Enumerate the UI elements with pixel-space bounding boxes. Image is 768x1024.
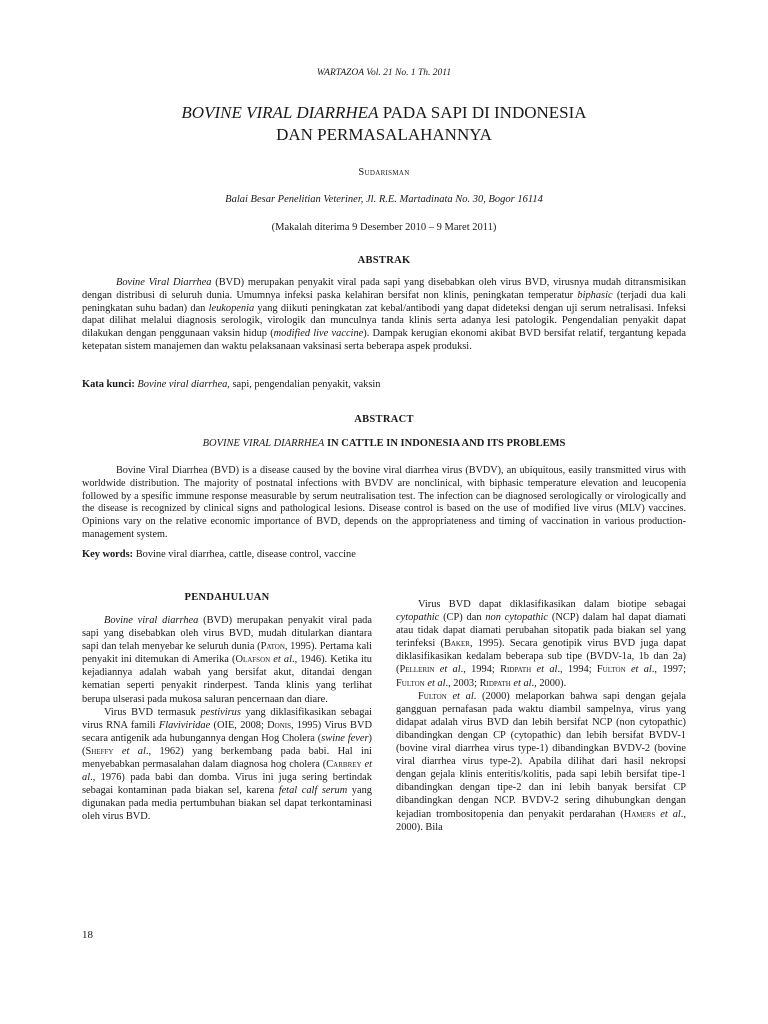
text-run: yang digunakan pada media pertumbuhan biakan sel dapat terkontaminasi oleh virus BVD. — [82, 785, 373, 823]
text-run: ., 1962) yang berkembang pada babi. Hal ini menyebabkan permasalahan dalam diagnosa hog cholera ( — [82, 745, 373, 771]
text-run: et al — [82, 759, 372, 784]
paper-title — [60, 102, 708, 146]
abstract-subtitle-rest: IN CATTLE IN INDONESIA AND ITS PROBLEMS — [324, 438, 566, 449]
received-date: (Makalah diterima 9 Desember 2010 – 9 Maret 2011) — [271, 222, 497, 233]
text-run: Ridpath — [479, 677, 511, 689]
text-run: Olafson — [235, 654, 271, 666]
text-run: non cytopathic — [485, 612, 549, 624]
text-run: Virus BVD termasuk — [104, 706, 201, 718]
text-run: , 1995). Pertama kali penyakit ini ditemukan di Amerika ( — [82, 641, 372, 666]
abstract-subtitle-italic: BOVINE VIRAL DIARRHEA — [202, 438, 325, 449]
text-run: fetal calf serum — [278, 785, 348, 797]
kata-kunci-label: Kata kunci: — [82, 379, 135, 390]
pendahuluan-heading: PENDAHULUAN — [184, 592, 270, 603]
key-words-rest: Bovine viral diarrhea, cattle, disease control, vaccine — [133, 549, 356, 560]
journal-header: WARTAZOA Vol. 21 No. 1 Th. 2011 — [316, 68, 452, 78]
abstrak-seg-4: ). Dampak kerugian ekonomi akibat BVD bersifat relatif, tergantung kepada ketepatan sistem manajemen dan waktu pelaksanaan vaksinasi serta beberapa aspek produksi. — [82, 328, 686, 352]
page-number: 18 — [82, 929, 93, 941]
text-run: et al — [446, 690, 474, 702]
text-run: Fulton — [418, 690, 447, 702]
abstrak-seg-1: (BVD) merupakan penyakit viral pada sapi yang disebabkan oleh virus BVD, virusnya mudah ditransmisikan dengan distribusi di seluruh dunia. Umumnya infeksi paska kelahiran bersifat non klinis, peningkatan temperatur — [82, 277, 686, 301]
text-run: . (2000) melaporkan bahwa sapi dengan gejala gangguan pernafasan pada waktu diambil sampelnya, virus yang didapat adalah virus BVD dan lebih bersifat NCP (non cytopathic) dibandingkan dengan CP (cytopathic) dan lebih bersifat BVDV-1 (bovine viral diarrhea virus type-1) dibandingkan BVDV-2 (bovine viral diarrhea virus type-2). Apabila dilihat dari hasil nekropsi dengan gejala klinis enteritis/kolitis, pada sapi lebih bersifat tipe-1 dibandingkan dengan tipe-2 dan ini lebih banyak bersifat CP dibandingkan dengan NCP. BVDV-2 sering dihubungkan dengan kejadian trombositopenia dan penyakit perdarahan ( — [396, 690, 686, 820]
left-paragraph-2 — [82, 706, 372, 824]
right-column — [396, 598, 686, 834]
title-rest: PADA SAPI DI INDONESIA — [378, 103, 587, 122]
affiliation: Balai Besar Penelitian Veteriner, Jl. R.E. Martadinata No. 30, Bogor 16114 — [225, 194, 543, 205]
text-run: Baker — [443, 638, 470, 650]
text-run: Paton — [260, 641, 285, 653]
kata-kunci-rest: , sapi, pengendalian penyakit, vaksin — [227, 379, 381, 390]
text-run: Flaviviridae — [158, 719, 211, 731]
text-run: et al — [424, 677, 446, 689]
text-run: et al — [510, 677, 532, 689]
text-run: ., 2000). Bila — [396, 808, 686, 833]
abstract-heading: ABSTRACT — [354, 414, 414, 425]
text-run: ., 1997; — [651, 664, 686, 676]
text-run: et al — [625, 664, 652, 676]
abstrak-it-3: leukopenia — [208, 302, 255, 314]
text-run: et al — [531, 664, 558, 676]
text-run: ., 2000). — [531, 677, 567, 689]
key-words-label: Key words: — [82, 549, 134, 560]
text-run: et al — [434, 664, 461, 676]
text-run: et al — [655, 808, 681, 820]
text-run: et al — [270, 654, 292, 666]
abstrak-it-4: modified live vaccine — [273, 328, 364, 340]
text-run: ., 1994; — [557, 664, 597, 676]
abstrak-it-2: biphasic — [577, 289, 613, 301]
abstrak-seg-3: yang diikuti peningkatan zat kebal/antibodi yang dapat dideteksi dengan uji serum netralisasi. Infeksi dapat dilihat melalui diagnosis serologik, virologik dan munculnya tanda klinis serta adanya lesi patologik. Pengendalian penyakit dapat dilakukan dengan penggunaan vaksin hidup ( — [82, 302, 687, 340]
kata-kunci — [82, 378, 686, 391]
left-paragraph-1 — [82, 614, 372, 706]
abstrak-text — [82, 277, 686, 354]
title-italic: BOVINE VIRAL DIARRHEA — [181, 103, 379, 122]
text-run: pestivirus — [200, 706, 241, 718]
abstract-subtitle — [0, 438, 768, 449]
text-run: (CP) dan — [439, 612, 486, 624]
key-words — [82, 548, 686, 561]
text-run: Carbrey — [326, 759, 362, 771]
text-run: , 1995). Secara genotipik virus BVD juga dapat diklasifikasikan kedalam beberapa sub tipe (BVDV-1a, 1b dan 2a) ( — [396, 638, 687, 676]
right-paragraph-2 — [396, 690, 686, 834]
text-run: cytopathic — [396, 612, 440, 624]
text-run: (NCP) dalam hal dapat diamati atau tidak dapat diamati perubahan sitopatik pada biakan sel yang terinfeksi ( — [396, 612, 686, 650]
text-run: et al — [113, 745, 146, 757]
text-run: Pellerin — [399, 664, 435, 676]
abstrak-heading: ABSTRAK — [357, 255, 411, 266]
left-column — [82, 614, 372, 824]
text-run: (BVD) merupakan penyakit viral pada sapi yang disebabkan oleh virus BVD, mudah ditularkan diantara sapi dan telah menyebar ke seluruh dunia ( — [82, 615, 372, 653]
text-run: Fulton — [396, 677, 425, 689]
text-run: Donis — [267, 719, 292, 731]
right-paragraph-1 — [396, 598, 686, 690]
text-run: yang diklasifikasikan sebagai virus RNA famili — [82, 706, 372, 731]
text-run: ) ( — [82, 732, 372, 757]
abstrak-seg-2: (terjadi dua kali peningkatan suhu badan) dan — [82, 289, 686, 314]
text-run: , 1995) Virus BVD secara antigenik ada hubungannya dengan Hog Cholera ( — [82, 719, 372, 744]
text-run: Virus BVD dapat diklasifikasikan dalam biotipe sebagai — [418, 599, 686, 610]
text-run: ., 1976) pada babi dan domba. Virus ini juga sering bertindak sebagai kontaminan pada biakan sel, karena — [82, 772, 372, 797]
kata-kunci-italic: Bovine viral diarrhea — [134, 379, 228, 390]
abstrak-it-1: Bovine Viral Diarrhea — [116, 277, 212, 288]
text-run: swine fever — [321, 732, 369, 744]
text-run: ., 1946). Ketika itu kejadiannya adalah wabah yang bersifat akut, ditandai dengan kematian seperti penyakit rinderpest. Tanda klinis yang terlihat berupa ulserasi pada mukosa saluran pencernaan dan diare. — [82, 654, 372, 705]
text-run: ., 2003; — [445, 677, 480, 689]
text-run: Bovine viral diarrhea — [104, 615, 199, 626]
text-run: Fulton — [596, 664, 626, 676]
abstract-text: Bovine Viral Diarrhea (BVD) is a disease caused by the bovine viral diarrhea virus (BVDV), an ubiquitous, easily transmitted virus with worldwide distribution. The majority of postnatal infections with BVDV are nonclinical, with biphasic temperature elevation and leucopenia followed by a spesific immune response measurable by serum neutralisation test. The infection can be diagnosed serologically or virologically and the disease is recognized by clinical signs and pathological lesions. Disease control is based on the use of modified live virus (MLV) vaccines. Opinions vary on the relative economic importance of BVD, depends on the appropriateness and timing of vaccination in various production-management system. — [82, 465, 686, 540]
text-run: ., 1994; — [460, 664, 501, 676]
text-run: (OIE, 2008; — [210, 719, 268, 731]
title-line2: DAN PERMASALAHANNYA — [276, 125, 492, 144]
text-run: Hamers — [623, 808, 656, 820]
text-run: Ridpath — [500, 664, 532, 676]
text-run: Sheffy — [85, 745, 114, 757]
author-name: Sudarisman — [358, 167, 410, 178]
